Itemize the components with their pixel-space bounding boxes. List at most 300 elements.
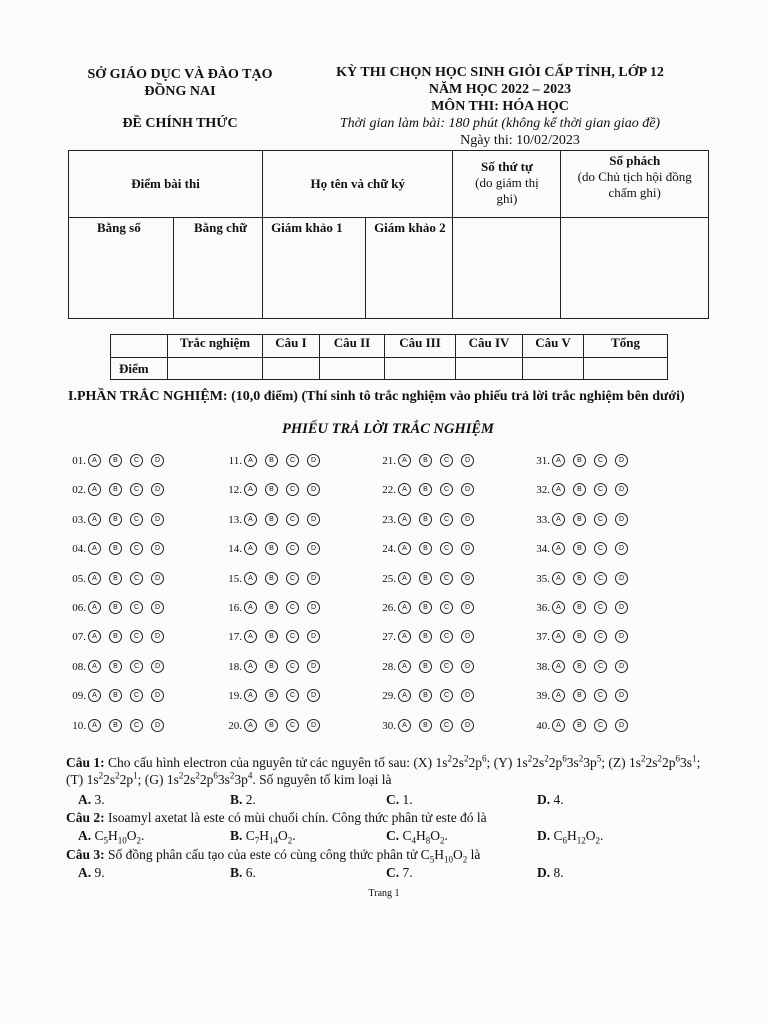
duration: Thời gian làm bài: 180 phút (không kể thời gian giao đề) — [339, 116, 661, 131]
answer-bubble[interactable]: A — [244, 660, 257, 673]
answer-bubble[interactable]: A — [88, 483, 101, 496]
answer-bubble[interactable]: C — [594, 601, 607, 614]
q2-option-d: D. $C_6H_{12}O_2$. — [537, 828, 604, 846]
answer-row — [526, 689, 636, 702]
answer-bubble[interactable]: C — [130, 630, 143, 643]
answer-row — [372, 542, 482, 555]
answer-bubble[interactable]: D — [615, 454, 628, 467]
answer-bubble[interactable]: A — [552, 513, 565, 526]
answer-bubble[interactable]: C — [440, 513, 453, 526]
answer-row — [218, 542, 328, 555]
answer-bubble[interactable]: C — [440, 719, 453, 732]
answer-bubble[interactable]: C — [286, 572, 299, 585]
question-number: 12. — [228, 483, 242, 496]
answer-bubble[interactable]: A — [398, 689, 411, 702]
answer-bubble[interactable]: A — [398, 483, 411, 496]
question-number: 07. — [72, 630, 86, 643]
answer-bubble[interactable]: A — [398, 572, 411, 585]
points-cell — [385, 358, 456, 380]
points-header-mc: Trắc nghiệm — [168, 335, 263, 358]
answer-row — [372, 572, 482, 585]
answer-bubble[interactable]: C — [286, 719, 299, 732]
answer-bubble[interactable]: A — [552, 601, 565, 614]
answer-bubble[interactable]: A — [552, 454, 565, 467]
question-number: 34. — [536, 542, 550, 555]
answer-bubble[interactable]: B — [265, 660, 278, 673]
answer-row — [526, 719, 636, 732]
opt-letter: C. — [386, 828, 400, 843]
answer-bubble[interactable]: B — [109, 542, 122, 555]
points-cell — [584, 358, 668, 380]
answer-bubble[interactable]: B — [419, 454, 432, 467]
seq-blank — [453, 218, 561, 319]
answer-bubble[interactable]: B — [573, 630, 586, 643]
answer-bubble[interactable]: C — [594, 454, 607, 467]
question-number: 20. — [228, 719, 242, 732]
answer-bubble[interactable]: A — [244, 513, 257, 526]
question-number: 26. — [382, 601, 396, 614]
answer-row — [218, 483, 328, 496]
answer-bubble[interactable]: C — [440, 483, 453, 496]
answer-bubble[interactable]: D — [615, 542, 628, 555]
question-2-label: Câu 2: — [66, 810, 105, 825]
department-block — [60, 66, 300, 132]
answer-bubble[interactable]: A — [552, 689, 565, 702]
question-number: 11. — [228, 454, 242, 467]
question-number: 35. — [536, 572, 550, 585]
code-blank — [561, 218, 709, 319]
answer-bubble[interactable]: C — [286, 660, 299, 673]
question-number: 21. — [382, 454, 396, 467]
answer-bubble[interactable]: B — [573, 513, 586, 526]
answer-bubble[interactable]: D — [461, 689, 474, 702]
answer-bubble[interactable]: C — [286, 483, 299, 496]
answer-bubble[interactable]: D — [151, 630, 164, 643]
answer-row — [526, 660, 636, 673]
question-number: 31. — [536, 454, 550, 467]
answer-bubble[interactable]: D — [615, 601, 628, 614]
answer-bubble[interactable]: D — [461, 630, 474, 643]
seq-note: (do giám thị ghi) — [475, 175, 539, 206]
answer-bubble[interactable]: B — [265, 719, 278, 732]
answer-bubble[interactable]: D — [615, 572, 628, 585]
answer-bubble[interactable]: B — [109, 660, 122, 673]
q3-option-b — [230, 865, 256, 881]
question-number: 13. — [228, 513, 242, 526]
question-number: 32. — [536, 483, 550, 496]
answer-row — [372, 601, 482, 614]
answer-row — [526, 630, 636, 643]
question-number: 22. — [382, 483, 396, 496]
answer-bubble[interactable]: D — [151, 542, 164, 555]
answer-bubble[interactable]: B — [573, 483, 586, 496]
answer-bubble[interactable]: D — [307, 542, 320, 555]
answer-bubble[interactable]: A — [244, 572, 257, 585]
q1-option-b — [230, 792, 256, 808]
question-number: 06. — [72, 601, 86, 614]
question-number: 08. — [72, 660, 86, 673]
answer-bubble[interactable]: B — [573, 601, 586, 614]
examiner2-cell: Giám khảo 2 — [366, 218, 453, 319]
question-number: 36. — [536, 601, 550, 614]
question-number: 39. — [536, 689, 550, 702]
answer-bubble[interactable]: B — [573, 572, 586, 585]
answer-bubble[interactable]: D — [151, 660, 164, 673]
answer-bubble[interactable]: A — [88, 719, 101, 732]
answer-bubble[interactable]: B — [265, 601, 278, 614]
answer-row — [372, 454, 482, 467]
question-number: 17. — [228, 630, 242, 643]
answer-bubble[interactable]: C — [594, 572, 607, 585]
answer-bubble[interactable]: B — [573, 719, 586, 732]
answer-bubble[interactable]: D — [307, 689, 320, 702]
answer-bubble[interactable]: D — [151, 601, 164, 614]
official-label: ĐỀ CHÍNH THỨC — [122, 116, 238, 131]
answer-bubble[interactable]: C — [286, 689, 299, 702]
answer-bubble[interactable]: B — [265, 483, 278, 496]
opt-letter: D. — [537, 828, 551, 843]
code-header — [561, 151, 709, 218]
points-header-q1: Câu I — [263, 335, 320, 358]
opt-text: 2. — [245, 792, 256, 807]
answer-bubble[interactable]: B — [265, 689, 278, 702]
question-number: 25. — [382, 572, 396, 585]
answer-bubble[interactable]: B — [265, 572, 278, 585]
answer-bubble[interactable]: B — [265, 513, 278, 526]
answer-bubble[interactable]: C — [130, 719, 143, 732]
answer-bubble[interactable]: A — [552, 483, 565, 496]
opt-text: 9. — [94, 865, 105, 880]
answer-bubble[interactable]: B — [419, 572, 432, 585]
answer-bubble[interactable]: B — [419, 542, 432, 555]
answer-bubble[interactable]: B — [109, 454, 122, 467]
answer-bubble[interactable]: D — [461, 719, 474, 732]
score-table — [68, 150, 709, 319]
answer-bubble[interactable]: A — [244, 542, 257, 555]
answer-bubble[interactable]: C — [440, 542, 453, 555]
answer-bubble[interactable]: C — [440, 572, 453, 585]
q1-text-part: Cho cấu hình electron của nguyên tử các nguyên tố sau: (X) 1s — [108, 755, 448, 770]
answer-bubble[interactable]: C — [130, 601, 143, 614]
answer-bubble[interactable]: D — [151, 689, 164, 702]
answer-bubble[interactable]: A — [244, 689, 257, 702]
answer-bubble[interactable]: A — [244, 719, 257, 732]
opt-letter: B. — [230, 828, 243, 843]
answer-bubble[interactable]: C — [130, 572, 143, 585]
answer-bubble[interactable]: D — [307, 483, 320, 496]
question-number: 15. — [228, 572, 242, 585]
points-cell — [168, 358, 263, 380]
question-number: 16. — [228, 601, 242, 614]
department-line1: SỞ GIÁO DỤC VÀ ĐÀO TẠO — [87, 67, 273, 82]
answer-bubble[interactable]: D — [307, 660, 320, 673]
answer-bubble[interactable]: D — [151, 454, 164, 467]
q1-option-a — [78, 792, 105, 808]
answer-row — [62, 483, 172, 496]
question-2 — [66, 809, 716, 826]
answer-row — [526, 601, 636, 614]
page-number: Trang 1 — [368, 888, 400, 899]
question-number: 28. — [382, 660, 396, 673]
answer-bubble[interactable]: A — [552, 660, 565, 673]
answer-bubble[interactable]: D — [461, 542, 474, 555]
answer-bubble[interactable]: A — [552, 719, 565, 732]
answer-bubble[interactable]: D — [615, 630, 628, 643]
answer-bubble[interactable]: A — [88, 660, 101, 673]
answer-bubble[interactable]: D — [151, 483, 164, 496]
opt-letter: A. — [78, 828, 92, 843]
answer-bubble[interactable]: A — [398, 454, 411, 467]
answer-bubble[interactable]: D — [307, 601, 320, 614]
answer-bubble[interactable]: C — [440, 660, 453, 673]
answer-bubble[interactable]: D — [615, 513, 628, 526]
school-year: NĂM HỌC 2022 – 2023 — [428, 82, 572, 97]
answer-bubble[interactable]: D — [461, 572, 474, 585]
question-number: 14. — [228, 542, 242, 555]
answer-bubble[interactable]: C — [594, 689, 607, 702]
examiner1-cell: Giám khảo 1 — [263, 218, 366, 319]
answer-bubble[interactable]: D — [461, 454, 474, 467]
answer-bubble[interactable]: D — [151, 719, 164, 732]
answer-bubble[interactable]: A — [398, 719, 411, 732]
answer-bubble[interactable]: C — [440, 601, 453, 614]
answer-bubble[interactable]: D — [151, 513, 164, 526]
question-number: 05. — [72, 572, 86, 585]
answer-bubble[interactable]: D — [615, 660, 628, 673]
answer-bubble[interactable]: C — [594, 630, 607, 643]
opt-letter: B. — [230, 865, 243, 880]
answer-bubble[interactable]: D — [615, 689, 628, 702]
answer-bubble[interactable]: C — [286, 513, 299, 526]
answer-bubble[interactable]: C — [440, 454, 453, 467]
answer-bubble[interactable]: C — [130, 513, 143, 526]
answer-bubble[interactable]: C — [130, 454, 143, 467]
answer-bubble[interactable]: B — [573, 660, 586, 673]
question-1-label: Câu 1: — [66, 755, 105, 770]
question-number: 18. — [228, 660, 242, 673]
answer-bubble[interactable]: C — [594, 483, 607, 496]
answer-bubble[interactable]: C — [594, 542, 607, 555]
points-table — [110, 334, 668, 380]
answer-bubble[interactable]: D — [615, 483, 628, 496]
question-1 — [66, 754, 716, 788]
answer-bubble[interactable]: D — [307, 513, 320, 526]
answer-bubble[interactable]: B — [573, 542, 586, 555]
answer-bubble[interactable]: D — [307, 454, 320, 467]
answer-bubble[interactable]: B — [109, 601, 122, 614]
points-header-q5: Câu V — [523, 335, 584, 358]
answer-bubble[interactable]: D — [461, 483, 474, 496]
answer-bubble[interactable]: A — [244, 601, 257, 614]
answer-bubble[interactable]: A — [552, 572, 565, 585]
question-3-text: Số đồng phân cấu tạo của este có cùng công thức phân tử $C_5H_{10}O_2$ là — [108, 847, 481, 865]
answer-row — [218, 719, 328, 732]
opt-text: 6. — [245, 865, 256, 880]
q2-option-b: B. $C_7H_{14}O_2$. — [230, 828, 296, 846]
answer-bubble[interactable]: D — [461, 601, 474, 614]
seq-header — [453, 151, 561, 218]
by-number-cell: Bằng số — [69, 218, 174, 319]
answer-bubble[interactable]: A — [398, 601, 411, 614]
answer-bubble[interactable]: A — [398, 630, 411, 643]
question-number: 19. — [228, 689, 242, 702]
answer-row — [62, 572, 172, 585]
answer-bubble[interactable]: C — [130, 483, 143, 496]
answer-row — [372, 719, 482, 732]
points-cell — [523, 358, 584, 380]
answer-row — [372, 689, 482, 702]
opt-letter: B. — [230, 792, 243, 807]
answer-bubble[interactable]: B — [109, 483, 122, 496]
opt-letter: D. — [537, 792, 551, 807]
answer-bubble[interactable]: B — [419, 689, 432, 702]
answer-bubble[interactable]: B — [419, 483, 432, 496]
opt-text: 1. — [402, 792, 413, 807]
answer-bubble[interactable]: A — [88, 601, 101, 614]
exam-info-block — [300, 64, 700, 149]
exam-title: KỲ THI CHỌN HỌC SINH GIỎI CẤP TỈNH, LỚP 12 — [336, 65, 664, 80]
answer-bubble[interactable]: A — [244, 630, 257, 643]
answer-bubble[interactable]: A — [398, 660, 411, 673]
answer-bubble[interactable]: B — [419, 630, 432, 643]
answer-bubble[interactable]: B — [109, 513, 122, 526]
question-number: 40. — [536, 719, 550, 732]
name-header: Họ tên và chữ ký — [263, 151, 453, 218]
question-3 — [66, 846, 716, 863]
answer-bubble[interactable]: A — [552, 542, 565, 555]
answer-row — [218, 689, 328, 702]
answer-bubble[interactable]: C — [286, 601, 299, 614]
points-header-q3: Câu III — [385, 335, 456, 358]
answer-bubble[interactable]: A — [88, 689, 101, 702]
question-number: 29. — [382, 689, 396, 702]
code-title: Số phách — [609, 153, 661, 168]
points-cell — [456, 358, 523, 380]
answer-row — [526, 483, 636, 496]
answer-bubble[interactable]: B — [573, 689, 586, 702]
answer-row — [62, 689, 172, 702]
answer-bubble[interactable]: A — [244, 483, 257, 496]
question-number: 33. — [536, 513, 550, 526]
answer-bubble[interactable]: A — [244, 454, 257, 467]
q2-option-a: A. $C_5H_{10}O_2$. — [78, 828, 145, 846]
answer-bubble[interactable]: B — [419, 601, 432, 614]
answer-bubble[interactable]: D — [307, 572, 320, 585]
answer-bubble[interactable]: D — [461, 513, 474, 526]
question-number: 30. — [382, 719, 396, 732]
opt-text: 8. — [553, 865, 564, 880]
answer-bubble[interactable]: A — [88, 542, 101, 555]
answer-row — [372, 483, 482, 496]
section-title: I.PHẦN TRẮC NGHIỆM: (10,0 điểm) (Thí sinh tô trắc nghiệm vào phiếu trả lời trắc nghiệm bên dưới) — [68, 389, 685, 404]
answer-bubble[interactable]: B — [419, 660, 432, 673]
answer-row — [62, 630, 172, 643]
question-number: 23. — [382, 513, 396, 526]
answer-bubble[interactable]: C — [130, 542, 143, 555]
answer-bubble[interactable]: B — [109, 719, 122, 732]
answer-row — [526, 513, 636, 526]
opt-letter: A. — [78, 792, 92, 807]
answer-row — [372, 513, 482, 526]
answer-bubble[interactable]: D — [615, 719, 628, 732]
answer-bubble[interactable]: B — [109, 572, 122, 585]
answer-bubble[interactable]: C — [286, 454, 299, 467]
answer-bubble[interactable]: C — [440, 630, 453, 643]
opt-text: 4. — [553, 792, 564, 807]
answer-bubble[interactable]: C — [130, 689, 143, 702]
question-number: 37. — [536, 630, 550, 643]
opt-letter: D. — [537, 865, 551, 880]
answer-bubble[interactable]: C — [594, 660, 607, 673]
answer-bubble[interactable]: D — [151, 572, 164, 585]
answer-sheet-title: PHIẾU TRẢ LỜI TRẮC NGHIỆM — [282, 421, 494, 437]
question-number: 24. — [382, 542, 396, 555]
answer-bubble[interactable]: B — [419, 719, 432, 732]
answer-row — [372, 660, 482, 673]
by-words-cell: Bằng chữ — [174, 218, 263, 319]
answer-bubble[interactable]: A — [398, 542, 411, 555]
answer-bubble[interactable]: B — [265, 542, 278, 555]
score-header: Điểm bài thi — [69, 151, 263, 218]
question-number: 38. — [536, 660, 550, 673]
answer-bubble[interactable]: C — [130, 660, 143, 673]
answer-bubble[interactable]: A — [88, 454, 101, 467]
answer-row — [218, 454, 328, 467]
answer-row — [218, 630, 328, 643]
answer-bubble[interactable]: A — [398, 513, 411, 526]
answer-row — [62, 513, 172, 526]
subject: MÔN THI: HÓA HỌC — [431, 99, 569, 114]
answer-bubble[interactable]: A — [88, 630, 101, 643]
answer-bubble[interactable]: A — [88, 572, 101, 585]
points-corner — [111, 335, 168, 358]
answer-bubble[interactable]: B — [265, 630, 278, 643]
answer-bubble[interactable]: C — [440, 689, 453, 702]
answer-bubble[interactable]: B — [265, 454, 278, 467]
question-number: 04. — [72, 542, 86, 555]
answer-bubble[interactable]: B — [109, 630, 122, 643]
question-number: 02. — [72, 483, 86, 496]
answer-bubble[interactable]: B — [109, 689, 122, 702]
answer-row — [526, 572, 636, 585]
q3-option-a — [78, 865, 105, 881]
answer-row — [62, 719, 172, 732]
answer-row — [62, 601, 172, 614]
answer-bubble[interactable]: D — [461, 660, 474, 673]
answer-bubble[interactable]: C — [594, 513, 607, 526]
answer-row — [526, 542, 636, 555]
answer-bubble[interactable]: C — [594, 719, 607, 732]
answer-bubble[interactable]: B — [419, 513, 432, 526]
answer-bubble[interactable]: D — [307, 719, 320, 732]
answer-bubble[interactable]: B — [573, 454, 586, 467]
answer-bubble[interactable]: C — [286, 542, 299, 555]
opt-text: 7. — [402, 865, 413, 880]
answer-row — [62, 660, 172, 673]
answer-bubble[interactable]: A — [552, 630, 565, 643]
opt-letter: C. — [386, 865, 400, 880]
answer-bubble[interactable]: D — [307, 630, 320, 643]
opt-text: 3. — [94, 792, 105, 807]
question-number: 03. — [72, 513, 86, 526]
points-header-q4: Câu IV — [456, 335, 523, 358]
question-number: 09. — [72, 689, 86, 702]
answer-bubble[interactable]: C — [286, 630, 299, 643]
exam-date: Ngày thi: 10/02/2023 — [460, 133, 580, 148]
answer-row — [62, 454, 172, 467]
opt-letter: C. — [386, 792, 400, 807]
answer-bubble[interactable]: A — [88, 513, 101, 526]
